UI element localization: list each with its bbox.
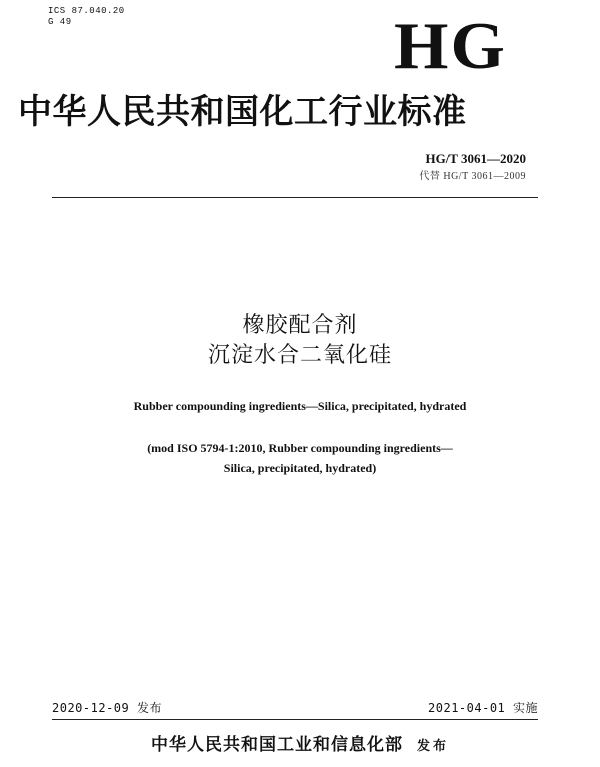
issuer-suffix: 发布 [416,739,449,754]
cn-title-line2: 沉淀水合二氧化硅 [207,343,392,368]
implement-date: 2021-04-01 实施 [428,701,538,715]
bottom-divider [52,719,538,720]
issuer-line [0,734,600,758]
ccs-code: G 49 [48,17,72,27]
cn-title-line1: 橡胶配合剂 [242,313,358,338]
standard-number: HG/T 3061—2020 [425,151,526,166]
issuer-name: 中华人民共和国工业和信息化部 [150,735,403,755]
mod-reference-line1: (mod ISO 5794-1:2010, Rubber compounding ingredients— [147,441,453,455]
en-title: Rubber compounding ingredients—Silica, precipitated, hydrated [133,399,467,413]
ics-code: ICS 87.040.20 [48,6,125,16]
org-title: 中华人民共和国化工行业标准 [18,92,467,132]
ics-classification [48,6,125,28]
top-divider [52,197,538,198]
mod-reference-line2: Silica, precipitated, hydrated) [223,461,377,475]
issue-date: 2020-12-09 发布 [52,701,162,715]
hg-logo: HG [394,10,507,84]
replaces-standard: 代替 HG/T 3061—2009 [419,171,526,182]
